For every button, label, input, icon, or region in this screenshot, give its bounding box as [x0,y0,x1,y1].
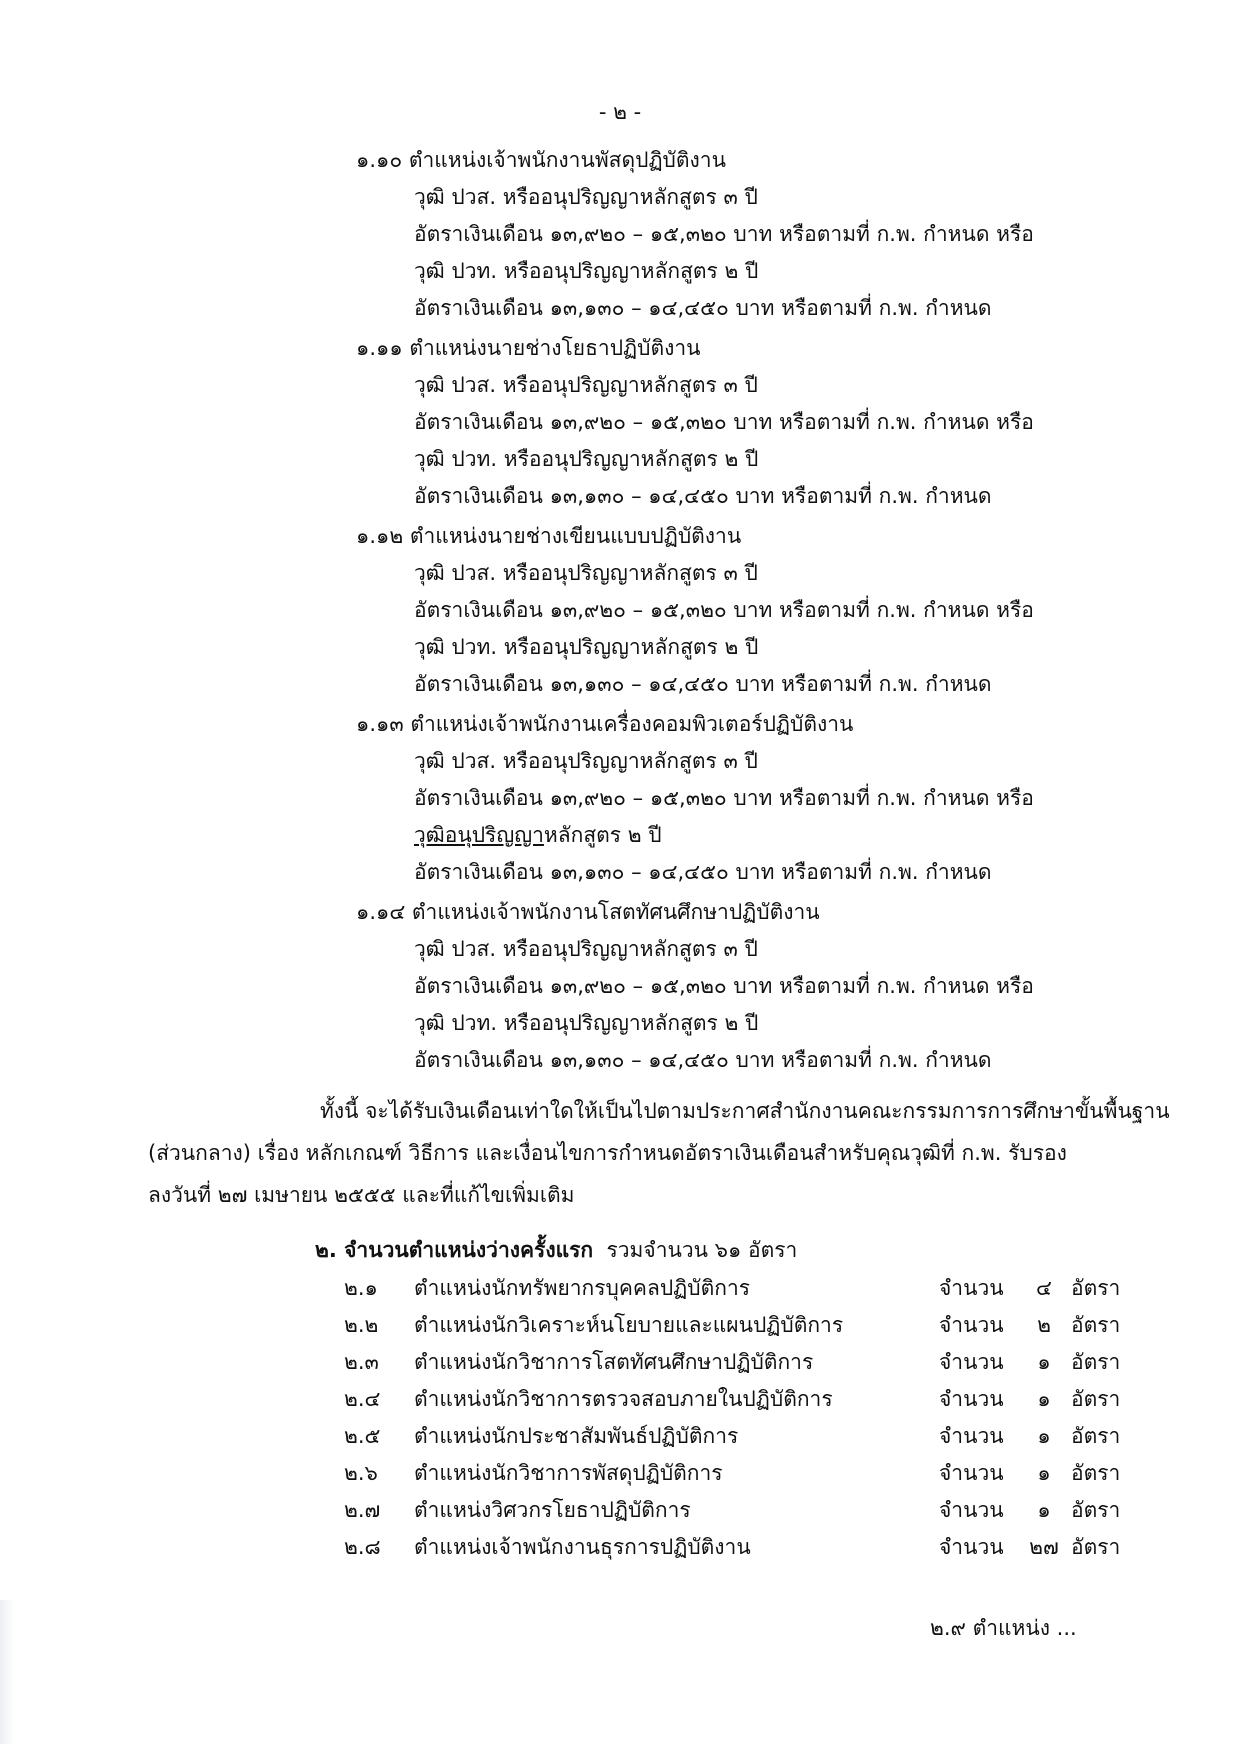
position-title: ๑.๑๑ ตำแหน่งนายช่างโยธาปฏิบัติงาน [356,336,701,360]
salary-line: อัตราเงินเดือน ๑๓,๙๒๐ – ๑๕,๓๒๐ บาท หรือตามที่ ก.พ. กำหนด หรือ [414,974,1034,998]
row-count: ๑ [1037,1350,1051,1374]
note-line-3: ลงวันที่ ๒๗ เมษายน ๒๕๕๕ และที่แก้ไขเพิ่มเติม [148,1183,575,1207]
row-unit: อัตรา [1071,1461,1121,1485]
row-count: ๔ [1036,1276,1052,1300]
vacancy-row [344,1529,1121,1565]
section-2-heading [315,1232,797,1268]
row-amount-label: จำนวน [939,1387,1004,1411]
row-position-name: ตำแหน่งนักวิชาการโสตทัศนศึกษาปฏิบัติการ [414,1350,814,1374]
vacancy-row [344,1344,1121,1380]
row-count: ๑ [1037,1498,1051,1522]
row-position-name: ตำแหน่งนักวิชาการพัสดุปฏิบัติการ [414,1461,723,1485]
page-number: - ๒ - [598,100,642,124]
qualification-line: วุฒิ ปวส. หรืออนุปริญญาหลักสูตร ๓ ปี [414,749,758,773]
section-2-title: ๒. จำนวนตำแหน่งว่างครั้งแรก [315,1238,594,1262]
qualification-line: วุฒิ ปวส. หรืออนุปริญญาหลักสูตร ๓ ปี [414,937,758,961]
row-count: ๑ [1037,1424,1051,1448]
row-count: ๒ [1037,1313,1051,1337]
salary-line: อัตราเงินเดือน ๑๓,๙๒๐ – ๑๕,๓๒๐ บาท หรือตามที่ ก.พ. กำหนด หรือ [414,598,1034,622]
row-position-name: ตำแหน่งนักประชาสัมพันธ์ปฏิบัติการ [414,1424,739,1448]
salary-line: อัตราเงินเดือน ๑๓,๙๒๐ – ๑๕,๓๒๐ บาท หรือตามที่ ก.พ. กำหนด หรือ [414,786,1034,810]
row-amount-label: จำนวน [939,1461,1004,1485]
position-title: ๑.๑๓ ตำแหน่งเจ้าพนักงานเครื่องคอมพิวเตอร์ปฏิบัติงาน [356,712,854,736]
qualification-line [414,817,662,853]
underlined-qualification: วุฒิอนุปริญญา [414,823,544,847]
salary-line: อัตราเงินเดือน ๑๓,๑๓๐ – ๑๔,๔๕๐ บาท หรือตามที่ ก.พ. กำหนด [414,1048,992,1072]
continuation-footer: ๒.๙ ตำแหน่ง ... [930,1616,1077,1640]
row-position-name: ตำแหน่งนักวิชาการตรวจสอบภายในปฏิบัติการ [414,1387,833,1411]
row-amount-label: จำนวน [939,1424,1004,1448]
row-count: ๑ [1037,1387,1051,1411]
row-number: ๒.๓ [344,1350,379,1374]
position-title: ๑.๑๒ ตำแหน่งนายช่างเขียนแบบปฏิบัติงาน [356,524,742,548]
row-position-name: ตำแหน่งวิศวกรโยธาปฏิบัติการ [414,1498,691,1522]
vacancy-row [344,1418,1121,1454]
qualification-line: วุฒิ ปวท. หรืออนุปริญญาหลักสูตร ๒ ปี [414,1011,759,1035]
salary-line: อัตราเงินเดือน ๑๓,๑๓๐ – ๑๔,๔๕๐ บาท หรือตามที่ ก.พ. กำหนด [414,484,992,508]
row-number: ๒.๗ [344,1498,381,1522]
row-unit: อัตรา [1071,1313,1121,1337]
section-2-summary: รวมจำนวน ๖๑ อัตรา [606,1238,798,1262]
row-unit: อัตรา [1071,1350,1121,1374]
row-position-name: ตำแหน่งนักทรัพยากรบุคคลปฏิบัติการ [414,1276,751,1300]
qualification-line: วุฒิ ปวส. หรืออนุปริญญาหลักสูตร ๓ ปี [414,561,758,585]
vacancy-row [344,1455,1121,1491]
row-position-name: ตำแหน่งเจ้าพนักงานธุรการปฏิบัติงาน [414,1535,751,1559]
vacancy-row [344,1307,1121,1343]
scan-edge-mark [0,1600,14,1744]
row-unit: อัตรา [1071,1424,1121,1448]
vacancy-row [344,1270,1121,1306]
row-unit: อัตรา [1071,1387,1121,1411]
row-count: ๒๗ [1029,1535,1059,1559]
row-amount-label: จำนวน [939,1276,1004,1300]
qualification-line: วุฒิ ปวส. หรืออนุปริญญาหลักสูตร ๓ ปี [414,373,758,397]
row-unit: อัตรา [1071,1498,1121,1522]
salary-line: อัตราเงินเดือน ๑๓,๑๓๐ – ๑๔,๔๕๐ บาท หรือตามที่ ก.พ. กำหนด [414,672,992,696]
row-number: ๒.๑ [344,1276,378,1300]
salary-line: อัตราเงินเดือน ๑๓,๑๓๐ – ๑๔,๔๕๐ บาท หรือตามที่ ก.พ. กำหนด [414,296,992,320]
row-number: ๒.๘ [344,1535,381,1559]
note-line-2: (ส่วนกลาง) เรื่อง หลักเกณฑ์ วิธีการ และเงื่อนไขการกำหนดอัตราเงินเดือนสำหรับคุณวุฒิที่ ก.พ. รับรอง [148,1141,1067,1165]
qualification-line: วุฒิ ปวท. หรืออนุปริญญาหลักสูตร ๒ ปี [414,635,759,659]
qualification-line: วุฒิ ปวท. หรืออนุปริญญาหลักสูตร ๒ ปี [414,259,759,283]
position-title: ๑.๑๔ ตำแหน่งเจ้าพนักงานโสตทัศนศึกษาปฏิบัติงาน [356,900,820,924]
row-number: ๒.๒ [344,1313,379,1337]
qualification-rest: หลักสูตร ๒ ปี [543,823,662,847]
row-amount-label: จำนวน [939,1498,1004,1522]
row-amount-label: จำนวน [939,1313,1004,1337]
position-title: ๑.๑๐ ตำแหน่งเจ้าพนักงานพัสดุปฏิบัติงาน [356,148,726,172]
salary-line: อัตราเงินเดือน ๑๓,๑๓๐ – ๑๔,๔๕๐ บาท หรือตามที่ ก.พ. กำหนด [414,860,992,884]
row-number: ๒.๖ [344,1461,378,1485]
vacancy-row [344,1381,1121,1417]
row-unit: อัตรา [1071,1276,1121,1300]
qualification-line: วุฒิ ปวท. หรืออนุปริญญาหลักสูตร ๒ ปี [414,447,759,471]
row-count: ๑ [1037,1461,1051,1485]
row-position-name: ตำแหน่งนักวิเคราะห์นโยบายและแผนปฏิบัติการ [414,1313,844,1337]
row-unit: อัตรา [1071,1535,1121,1559]
vacancy-row [344,1492,1121,1528]
salary-line: อัตราเงินเดือน ๑๓,๙๒๐ – ๑๕,๓๒๐ บาท หรือตามที่ ก.พ. กำหนด หรือ [414,222,1034,246]
row-number: ๒.๔ [344,1387,381,1411]
row-amount-label: จำนวน [939,1350,1004,1374]
row-number: ๒.๕ [344,1424,381,1448]
qualification-line: วุฒิ ปวส. หรืออนุปริญญาหลักสูตร ๓ ปี [414,185,758,209]
salary-line: อัตราเงินเดือน ๑๓,๙๒๐ – ๑๕,๓๒๐ บาท หรือตามที่ ก.พ. กำหนด หรือ [414,410,1034,434]
note-line-1: ทั้งนี้ จะได้รับเงินเดือนเท่าใดให้เป็นไปตามประกาศสำนักงานคณะกรรมการการศึกษาขั้นพื้นฐาน [320,1099,1170,1123]
row-amount-label: จำนวน [939,1535,1004,1559]
